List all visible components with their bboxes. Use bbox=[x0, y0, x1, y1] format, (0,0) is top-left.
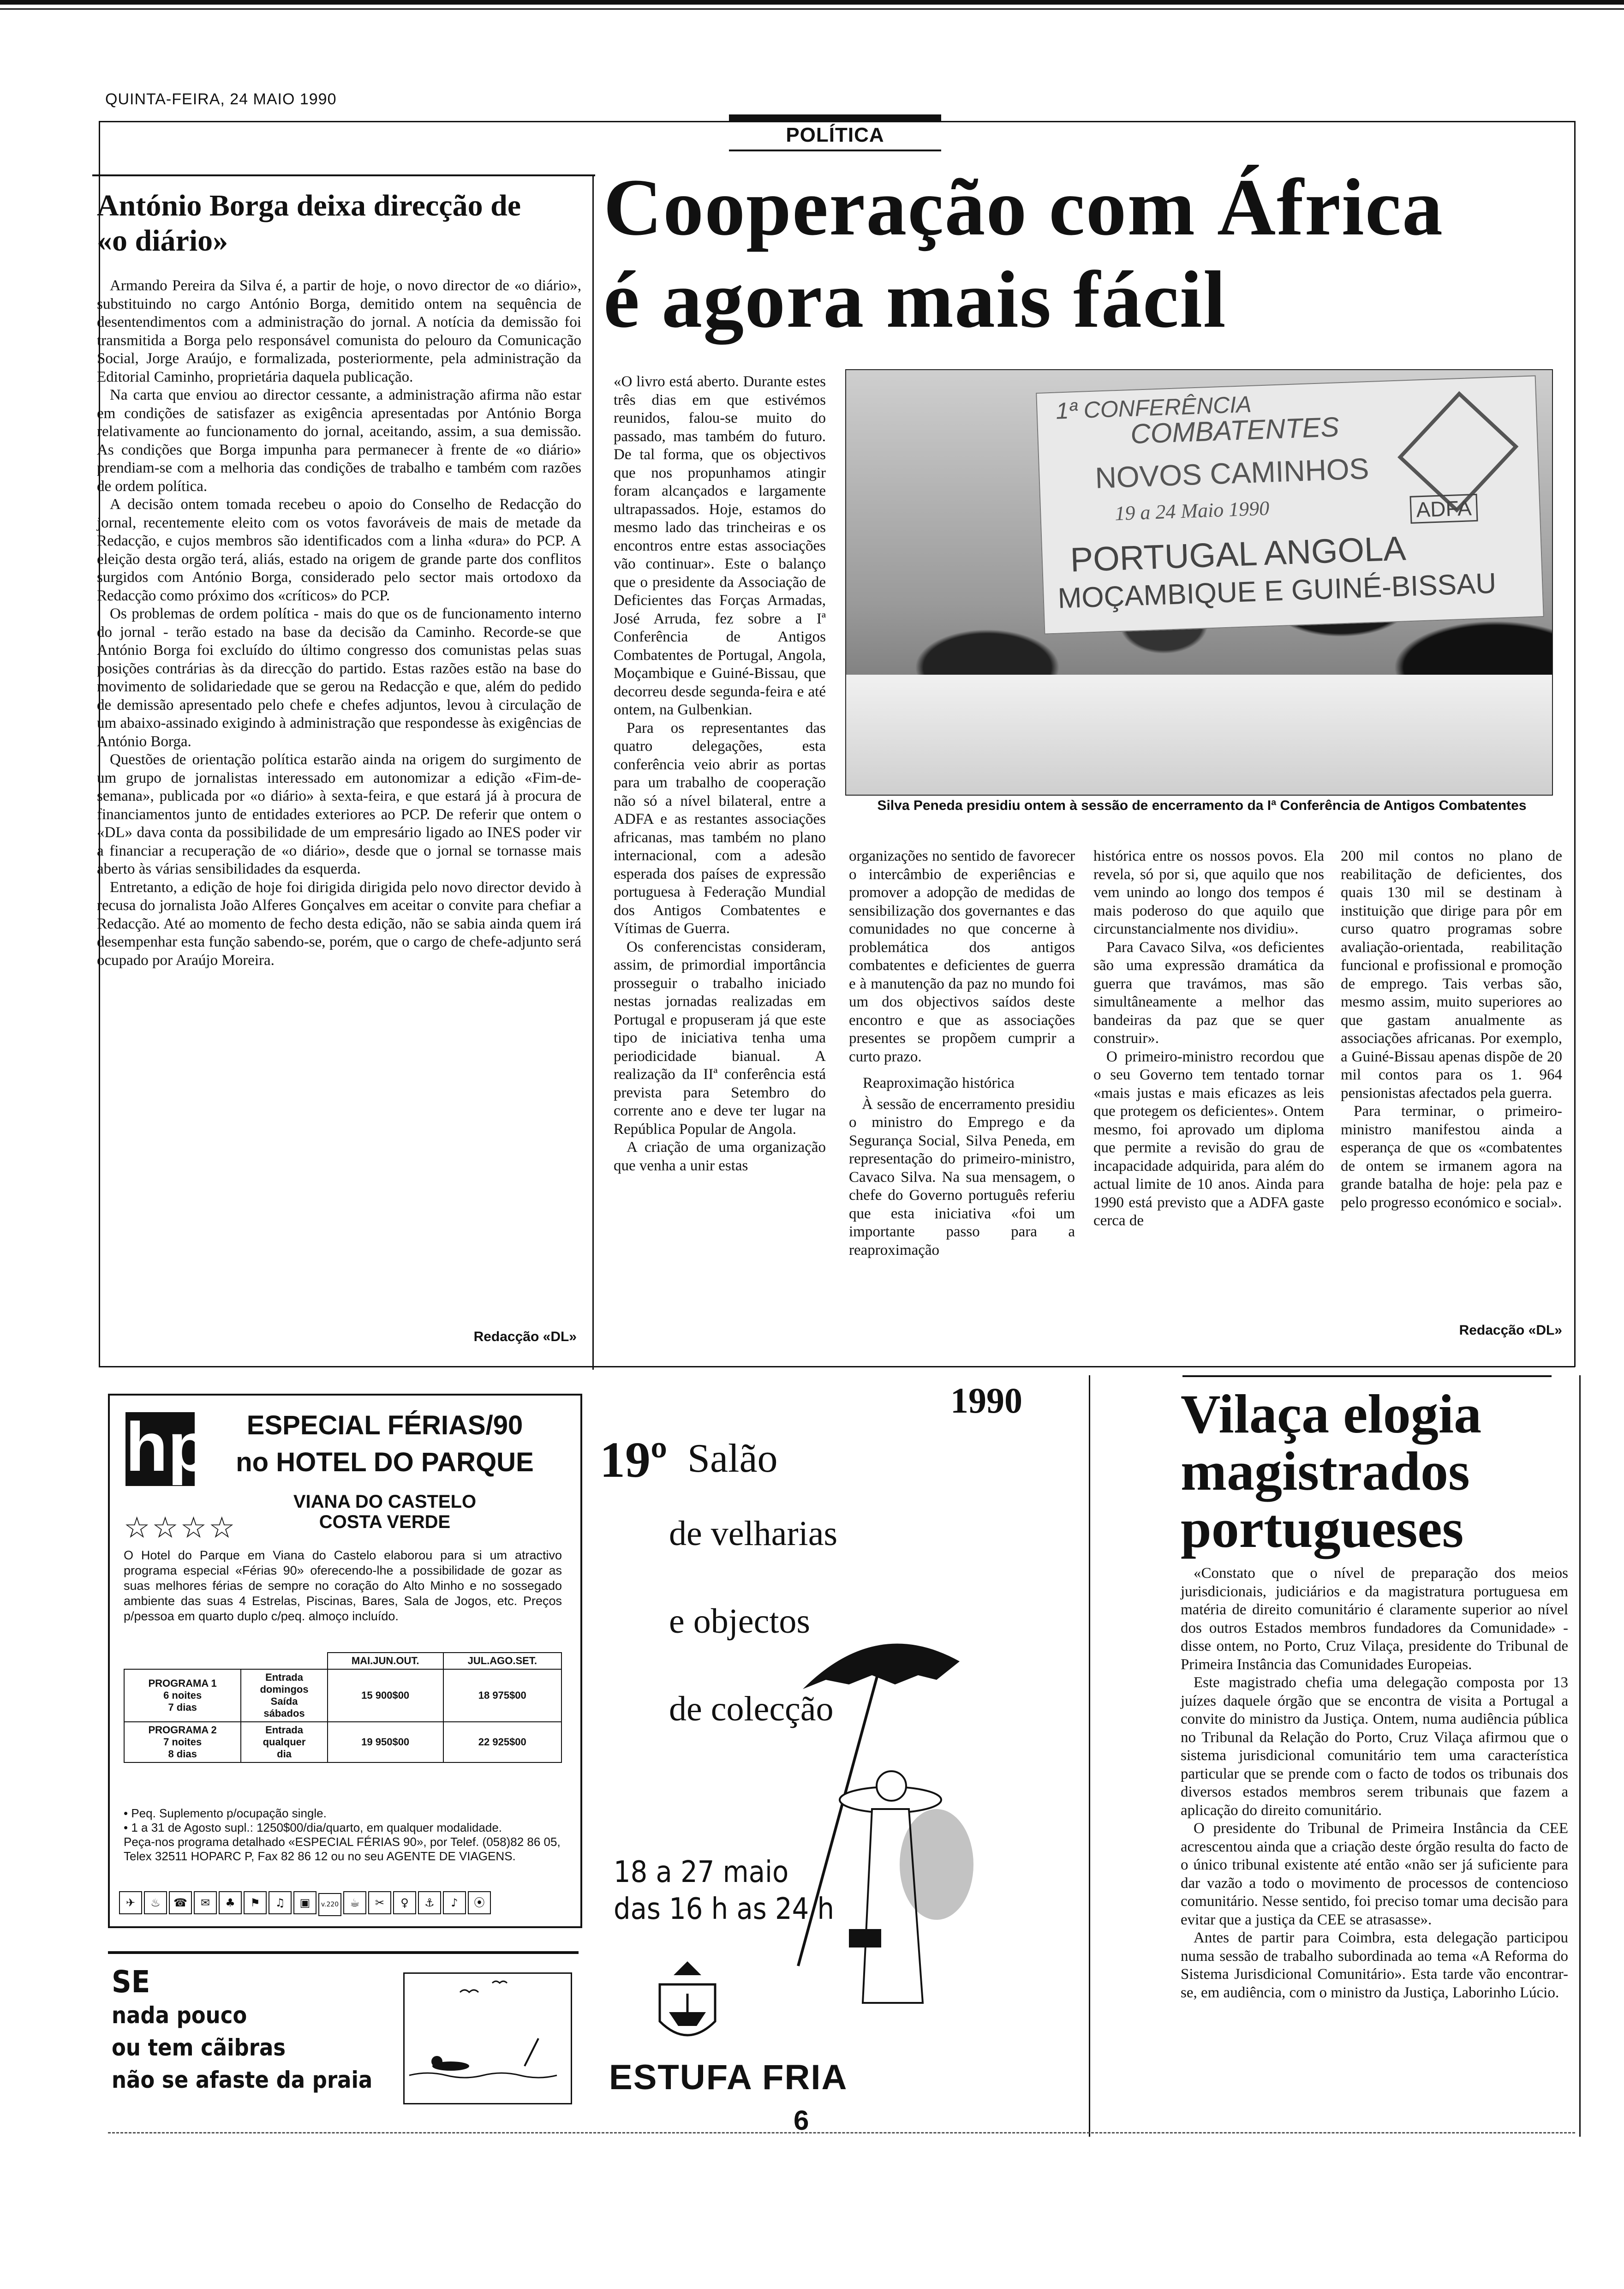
circle-icon: ⦿ bbox=[468, 1891, 491, 1914]
program-nights: 7 noites bbox=[163, 1736, 202, 1748]
price-cell: 18 975$00 bbox=[443, 1669, 561, 1722]
africa-headline-line1: Cooperação com África bbox=[603, 162, 1444, 252]
africa-paragraph: A criação de uma organização que venha a unir estas bbox=[614, 1139, 826, 1174]
salao-line4: de colecção bbox=[669, 1690, 834, 1728]
vilaca-paragraph: «Constato que o nível de preparação dos meios jurisdicionais, judiciários e da magistratura portuguesa em matéria de direito comunitário é claramente superior ao nível dos outros Estados membros fundadores da Comunidade» - disse ontem, no Porto, Cruz Vilaça, presidente do Tribunal de Primeira Instância das Comunidades Europeias. bbox=[1181, 1565, 1568, 1673]
plane-icon: ✈ bbox=[119, 1891, 142, 1914]
salao-line1: Salão bbox=[687, 1436, 778, 1481]
africa-column-1 bbox=[614, 373, 826, 1175]
borga-right-rule bbox=[592, 174, 594, 1370]
borga-paragraph: Na carta que enviou ao director cessante, a administração afirma não estar em condições de satisfazer as exigência apresentadas por António Borga relativamente ao funcionamento do jornal, aceitando, assim, a sua demissão. As condições que Borga impunha para permanecer à frente de «o diário» prendiam-se com a melhoria das condições de trabalho e também com razões de ordem política. bbox=[97, 387, 581, 495]
hotel-facility-icons bbox=[119, 1891, 571, 1916]
scissors-icon: ✂ bbox=[368, 1891, 391, 1914]
hotel-stars-icon: ☆☆☆☆ bbox=[124, 1511, 237, 1545]
program-entry: Saída bbox=[270, 1696, 298, 1707]
flag-icon: ⚑ bbox=[244, 1891, 267, 1914]
program-entry: domingos bbox=[260, 1684, 309, 1695]
table-header: JUL.AGO.SET. bbox=[443, 1653, 561, 1669]
bottom-dashed-rule bbox=[108, 2132, 1575, 2133]
banner-text: PORTUGAL ANGOLA bbox=[1069, 529, 1407, 579]
africa-paragraph: À sessão de encerramento presidiu o ministro do Emprego e da Segurança Social, Silva Peneda, em representação do primeiro-ministro, Cavaco Silva. Na sua mensagem, o chefe do Governo português referiu que esta iniciativa «foi um importante passo para a reaproximação bbox=[849, 1096, 1075, 1258]
africa-column-3 bbox=[1093, 847, 1324, 1230]
hotel-ad-region: COSTA VERDE bbox=[319, 1512, 451, 1532]
program-name: PROGRAMA 2 bbox=[148, 1724, 217, 1736]
hotel-ad-subtitle: no HOTEL DO PARQUE bbox=[236, 1447, 534, 1477]
banner-text: ADFA bbox=[1409, 494, 1478, 524]
hotel-ad-text: O Hotel do Parque em Viana do Castelo elaborou para si um atractivo programa especial «Férias 90» oferecendo-lhe a possibilidade de gozar as suas melhores férias de sempre no coração do Alto Minho e no sossegado ambiente das suas 4 Estrelas, Piscinas, Bares, Sala de Jogos, etc. Preços p/pessoa em quarto duplo c/peq. almoço incluído. bbox=[124, 1548, 562, 1623]
tv-icon: ▣ bbox=[293, 1891, 316, 1914]
vilaca-paragraph: Antes de partir para Coimbra, esta delegação participou numa sessão de trabalho subordinada ao tema «A Reforma do Sistema Jurisdicional Comunitário». Esta tarde vão encontrar-se, em audiência, com o ministro da Justiça, Laborinho Lúcio. bbox=[1181, 1929, 1568, 2001]
club-icon: ♣ bbox=[219, 1891, 242, 1914]
africa-paragraph: Para os representantes das quatro delegações, esta conferência veio abrir as portas para um trabalho de cooperação não só a nível bilateral, entre a ADFA e as restantes associações africanas, mas também no plano internacional, com a adesão esperada dos países de expressão portuguesa à Federação Mundial dos Antigos Combatentes e Vítimas de Guerra. bbox=[614, 719, 826, 937]
parasol-woman-icon bbox=[784, 1634, 987, 2086]
vilaca-headline: Vilaça elogia magistrados portugueses bbox=[1181, 1383, 1482, 1559]
banner-text: COMBATENTES bbox=[1130, 411, 1340, 449]
africa-paragraph: Os conferencistas consideram, assim, de primordial importância prosseguir o trabalho iniciado nestas jornadas realizadas em Portugal e propuseram já que este tipo de iniciativa tenha uma periodicidade bianual. A realização da IIª conferência está prevista para Setembro do corrente ano e deve ter lugar na República Popular de Angola. bbox=[614, 938, 826, 1138]
section-bar bbox=[729, 114, 941, 121]
coffee-icon: ☕ bbox=[343, 1891, 366, 1914]
africa-signature: Redacção «DL» bbox=[1459, 1323, 1562, 1338]
borga-paragraph: Armando Pereira da Silva é, a partir de hoje, o novo director de «o diário», substituindo no cargo António Borga, demitido ontem na sequência de desentendimentos com a administração do jornal. A notícia da demissão foi transmitida a Borga pelo responsável comunista do pelouro da Comunicação Social, Jorge Araújo, e formalizada, posteriormente, pela administração da Editorial Caminho, proprietária daquela publicação. bbox=[97, 277, 581, 385]
hotel-ad-title: ESPECIAL FÉRIAS/90 bbox=[246, 1410, 523, 1440]
banner-text: NOVOS CAMINHOS bbox=[1094, 451, 1370, 495]
bar-icon: ♪ bbox=[443, 1891, 466, 1914]
voltage-icon: v.220 bbox=[318, 1893, 341, 1916]
vilaca-top-rule bbox=[1182, 1375, 1552, 1377]
table-row bbox=[124, 1669, 561, 1722]
beach-illustration bbox=[403, 1972, 572, 2104]
borga-top-rule bbox=[92, 174, 595, 176]
banner-text: 19 a 24 Maio 1990 bbox=[1114, 497, 1270, 525]
program-entry: Entrada bbox=[265, 1724, 303, 1736]
africa-headline-line2: é agora mais fácil bbox=[603, 255, 1227, 345]
borga-body bbox=[97, 277, 581, 970]
mail-icon: ✉ bbox=[194, 1891, 217, 1914]
beach-ad bbox=[108, 1951, 579, 2120]
salao-hours: das 16 h as 24 h bbox=[614, 1892, 835, 1926]
vilaca-paragraph: Este magistrado chefia uma delegação composta por 13 juízes daquele órgão que se encontra de visita a Portugal a convite do ministro da Justiça. Ontem, numa audiência pública no Tribunal da Relação do Porto, Cruz Vilaça afirmou que o sistema jurisdicional comunitário tem uma característica particular que se prende com o facto de todos os tribunais dos diversos estados membros serem tribunais que fazem a aplicação do direito comunitário. bbox=[1181, 1674, 1568, 1819]
africa-paragraph: O primeiro-ministro recordou que o seu Governo tem tentado tornar «mais justas e mais eficazes as leis que protegem os deficientes». Ontem mesmo, foi aprovado um diploma que permite a revisão do grau de incapacidade adquirida, para além do actual limite de 10 anos. Ainda para 1990 está previsto que a ADFA gaste cerca de bbox=[1093, 1048, 1324, 1229]
salao-line2: de velharias bbox=[669, 1514, 838, 1553]
borga-article bbox=[92, 174, 595, 1347]
africa-paragraph: Para terminar, o primeiro-ministro manifestou ainda a esperança de que os «combatentes de ontem se irmanem agora na grande batalha de hoje: pela paz e pelo progresso económico e social». bbox=[1341, 1103, 1562, 1211]
price-cell: 19 950$00 bbox=[328, 1722, 443, 1762]
africa-paragraph: 200 mil contos no plano de reabilitação de deficientes, dos quais 130 mil se destinam à instituição que dirige para pôr em curso quatro programas sobre avaliação-orientada, reabilitação funcional e profissional e promoção de emprego. Tais verbas são, mesmo assim, muito superiores ao que gastam anualmente as associações africanas. Por exemplo, a Guiné-Bissau apenas dispõe de 20 mil contos para os 1. 964 pensionistas afectados pela guerra. bbox=[1341, 848, 1562, 1102]
hotel-note: • 1 a 31 de Agosto supl.: 1250$00/dia/quarto, em qualquer modalidade. bbox=[124, 1821, 502, 1834]
program-days: 8 dias bbox=[168, 1748, 197, 1760]
banner-text: 1ª CONFERÊNCIA bbox=[1055, 391, 1252, 424]
banner-text: MOÇAMBIQUE E GUINÉ-BISSAU bbox=[1057, 567, 1497, 615]
hairdresser-icon: ♀ bbox=[393, 1891, 416, 1914]
spa-icon: ♨ bbox=[144, 1891, 167, 1914]
lisbon-crest-icon bbox=[651, 1957, 724, 2049]
salao-year: 1990 bbox=[950, 1380, 1022, 1420]
program-entry: dia bbox=[277, 1748, 292, 1760]
vilaca-paragraph: O presidente do Tribunal de Primeira Instância da CEE acrescentou ainda que a criação deste órgão resulta do facto de o único tribunal existente até então «não ser já suficiente para dar vazão a todo o movimento de processos de contencioso comunitário. Nesse sentido, foi preciso tomar uma decisão para evitar que a justiça da CEE se atrasasse». bbox=[1181, 1820, 1568, 1928]
program-name: PROGRAMA 1 bbox=[148, 1678, 217, 1689]
program-entry: Entrada bbox=[265, 1672, 303, 1683]
music-icon: ♫ bbox=[269, 1891, 292, 1914]
borga-paragraph: Entretanto, a edição de hoje foi dirigida dirigida pelo novo director devido à recusa do jornalista João Alferes Gonçalves em aceitar o convite para chefiar a Redacção. Até ao momento de fecho desta edição, não se sabia ainda quem irá desempenhar esta função sabendo-se, porém, que o cargo de chefe-adjunto será ocupado por Araújo Moreira. bbox=[97, 879, 581, 969]
beach-ad-line3: ou tem cãibras bbox=[112, 2034, 286, 2061]
table-header: MAI.JUN.OUT. bbox=[328, 1653, 443, 1669]
hotel-note: • Peq. Suplemento p/ocupação single. bbox=[124, 1806, 327, 1820]
africa-paragraph: «O livro está aberto. Durante estes três dias em que estivémos reunidos, falou-se muito do passado, mas também do futuro. De tal forma, que os objectivos que nos propunhamos atingir foram alcançados e largamente ultrapassados. Hoje, estamos do mesmo lado das trincheiras e os encontros entre estas associações vão continuar». Este o balanço que o presidente da Associação de Deficientes das Forças Armadas, José Arruda, fez sobre a Iª Conferência de Antigos Combatentes de Portugal, Angola, Moçambique e Guiné-Bissau, que decorreu desde segunda-feira e até ontem, na Gulbenkian. bbox=[614, 373, 826, 718]
salao-venue: ESTUFA FRIA bbox=[609, 2058, 848, 2097]
salao-number: 19º bbox=[600, 1432, 668, 1488]
top-border bbox=[0, 0, 1624, 5]
africa-subhead: Reaproximação histórica bbox=[863, 1075, 1015, 1091]
phone-icon: ☎ bbox=[169, 1891, 192, 1914]
section-label bbox=[729, 114, 941, 156]
top-border-thin bbox=[0, 8, 1624, 10]
beach-ad-line1: SE bbox=[112, 1964, 150, 2000]
africa-column-4 bbox=[1341, 847, 1562, 1212]
hotel-ad-notes bbox=[124, 1806, 562, 1864]
program-entry: sábados bbox=[263, 1708, 305, 1719]
salao-line3: e objectos bbox=[669, 1602, 811, 1641]
program-days: 7 dias bbox=[168, 1702, 197, 1713]
swimmer-icon bbox=[405, 1974, 571, 2103]
hotel-note: Peça-nos programa detalhado «ESPECIAL FÉRIAS 90», por Telef. (058)82 86 05, Telex 32511 HOPARC P, Fax 82 86 12 ou no seu AGENTE DE VIAGENS. bbox=[124, 1835, 561, 1863]
africa-column-2 bbox=[849, 847, 1075, 1259]
africa-headline bbox=[603, 162, 1572, 346]
borga-paragraph: Questões de orientação política estarão ainda na origem do surgimento de um grupo de jornalistas interessado em autonomizar a edição «Fim-de-semana», publicada por «o diário» à sexta-feira, e que estará já à procura de financiamentos junto de entidades exteriores ao PCP. De referir que ontem o «DL» dava conta da possibilidade de um empresário ligado ao INES poder vir a financiar a recuperação de «o diário», desde que o jornal se tornasse mais aberto às várias sensibilidades da esquerda. bbox=[97, 751, 581, 877]
price-cell: 15 900$00 bbox=[328, 1669, 443, 1722]
section-title: POLÍTICA bbox=[786, 124, 884, 146]
conference-photo bbox=[845, 369, 1553, 796]
africa-paragraph: Para Cavaco Silva, «os deficientes são uma expressão dramática da guerra que travámos, mas são simultâneamente a melhor das bandeiras da paz que se quer construir». bbox=[1093, 939, 1324, 1047]
africa-paragraph: organizações no sentido de favorecer o intercâmbio de experiências e promover a adopção de medidas de sensibilização dos governantes e das comunidades no que concerne à problemática dos antigos combatentes e deficientes de guerra e à manutenção da paz no mundo foi um dos objectivos saídos deste encontro e que as associações presentes se propõem cumprir a curto prazo. bbox=[849, 848, 1075, 1065]
photo-table bbox=[846, 675, 1552, 795]
section-underline bbox=[729, 150, 941, 151]
hotel-ad-location: VIANA DO CASTELO bbox=[293, 1492, 477, 1512]
page-date: QUINTA-FEIRA, 24 MAIO 1990 bbox=[105, 90, 337, 108]
beach-ad-line2: nada pouco bbox=[112, 2002, 247, 2029]
program-entry: qualquer bbox=[263, 1736, 306, 1748]
program-nights: 6 noites bbox=[163, 1690, 202, 1701]
hotel-price-table bbox=[124, 1652, 562, 1763]
vilaca-article bbox=[1089, 1375, 1581, 2137]
anchor-icon: ⚓ bbox=[418, 1891, 441, 1914]
borga-paragraph: A decisão ontem tomada recebeu o apoio do Conselho de Redacção do jornal, recentemente eleito com os votos favoráveis de mais de metade da Redacção, e cujos membros são identificados com a linha «dura» do PCP. A eleição desta orgão terá, aliás, estado na origem de grande parte dos conflitos surgidos com António Borga, considerado pelo sector mais ortodoxo da Redacção como próximo dos «críticos» do PCP. bbox=[97, 496, 581, 604]
hotel-logo: hp bbox=[125, 1408, 210, 1486]
photo-banner bbox=[1036, 375, 1544, 635]
salao-dates: 18 a 27 maio bbox=[614, 1855, 789, 1889]
photo-caption: Silva Peneda presidiu ontem à sessão de encerramento da Iª Conferência de Antigos Combatentes bbox=[877, 798, 1527, 813]
table-row bbox=[124, 1722, 561, 1762]
page-number: 6 bbox=[794, 2105, 809, 2136]
beach-ad-line4: não se afaste da praia bbox=[112, 2067, 373, 2093]
mid-rule bbox=[99, 1366, 1575, 1367]
vilaca-body bbox=[1181, 1564, 1568, 2002]
table-header-row bbox=[124, 1653, 561, 1669]
frame-right-rule bbox=[1574, 121, 1576, 1367]
borga-headline: António Borga deixa direcção de «o diário» bbox=[97, 189, 521, 258]
price-cell: 22 925$00 bbox=[443, 1722, 561, 1762]
hotel-ad bbox=[108, 1394, 582, 1928]
borga-signature: Redacção «DL» bbox=[473, 1329, 577, 1344]
salao-ad bbox=[581, 1375, 1089, 2141]
borga-paragraph: Os problemas de ordem política - mais do que os de funcionamento interno do jornal - terão estado na base da decisão da Caminho. Recorde-se que António Borga foi excluído do último congresso dos comunistas pelas suas posições contrárias às da direcção do partido. Estas razões estão na base do movimento de solidariedade que se gerou na Redacção e que, além do pedido de demissão apresentado pelo chefe e chefes adjuntos, levou à circulação de um abaixo-assinado exigindo à administração que respondesse às exigências de António Borga. bbox=[97, 605, 581, 750]
africa-paragraph: histórica entre os nossos povos. Ela revela, só por si, que aquilo que nos vem unindo ao longo dos tempos é mais poderoso do que aquilo que circunstancialmente nos dividiu». bbox=[1093, 848, 1324, 937]
